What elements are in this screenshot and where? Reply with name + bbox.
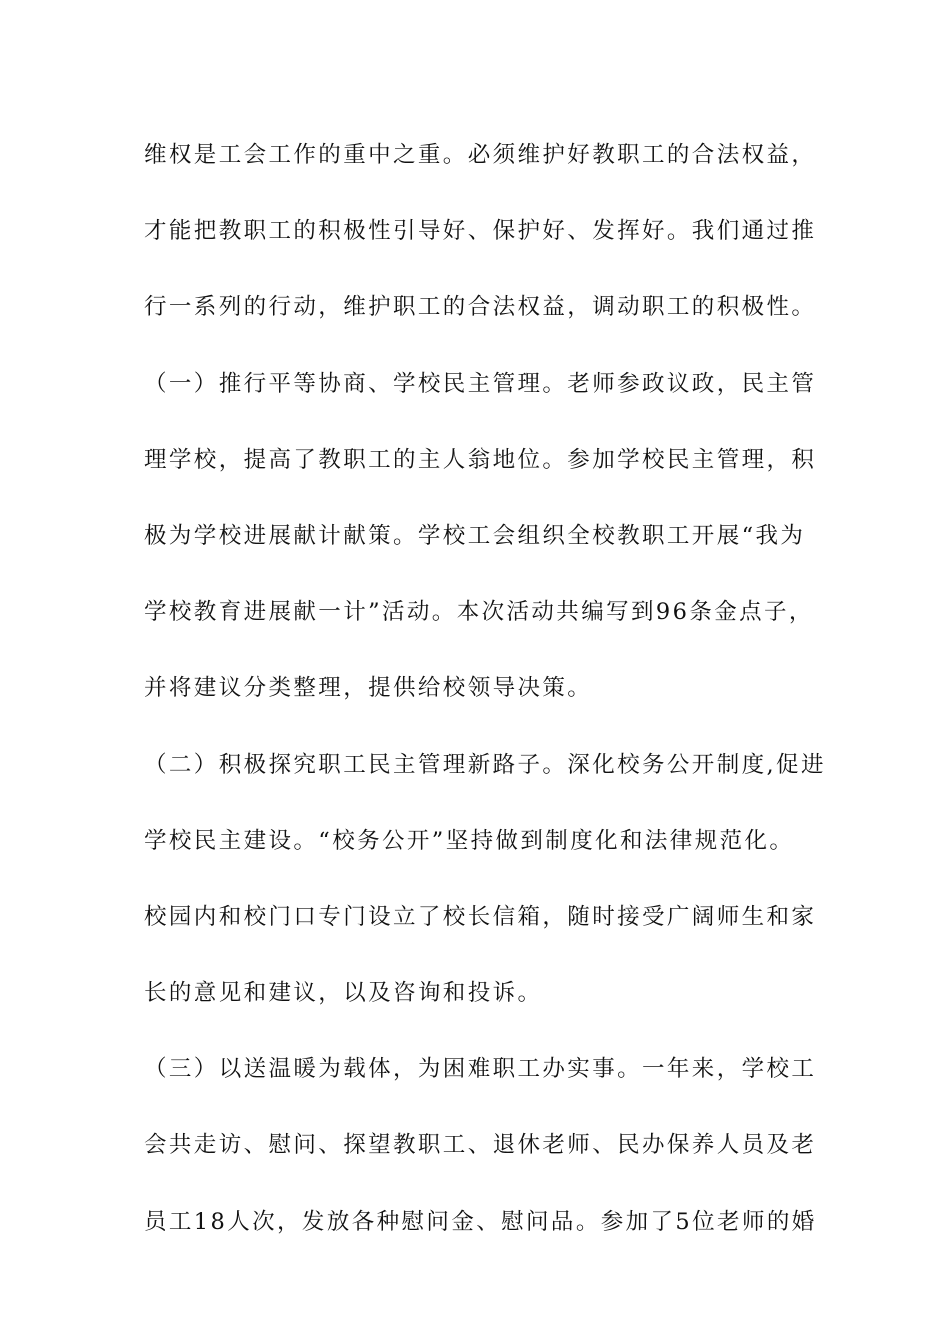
text-line: （二）积极探究职工民主管理新路子。深化校务公开制度,促进 — [144, 751, 826, 778]
text-line: 并将建议分类整理，提供给校领导决策。 — [144, 675, 593, 702]
text-line: 学校民主建设。“校务公开”坚持做到制度化和法律规范化。 — [144, 827, 795, 854]
text-line: 极为学校进展献计献策。学校工会组织全校教职工开展“我为 — [144, 522, 806, 549]
text-line: 员工18人次，发放各种慰问金、慰问品。参加了5位老师的婚 — [144, 1208, 817, 1235]
text-line: 校园内和校门口专门设立了校长信箱，随时接受广阔师生和家 — [144, 903, 817, 930]
text-line: 行一系列的行动，维护职工的合法权益，调动职工的积极性。 — [144, 294, 817, 321]
text-line: 长的意见和建议，以及咨询和投诉。 — [144, 980, 543, 1007]
text-line: （三）以送温暖为载体，为困难职工办实事。一年来，学校工 — [144, 1056, 817, 1083]
text-line: 理学校，提高了教职工的主人翁地位。参加学校民主管理，积 — [144, 446, 817, 473]
text-line: 才能把教职工的积极性引导好、保护好、发挥好。我们通过推 — [144, 218, 817, 245]
text-line: 学校教育进展献一计”活动。本次活动共编写到96条金点子， — [144, 599, 814, 626]
text-line: 维权是工会工作的重中之重。必须维护好教职工的合法权益， — [144, 142, 817, 168]
text-line: （一）推行平等协商、学校民主管理。老师参政议政，民主管 — [144, 370, 817, 397]
document-body — [144, 132, 826, 1275]
text-line: 会共走访、慰问、探望教职工、退休老师、民办保养人员及老 — [144, 1132, 817, 1159]
